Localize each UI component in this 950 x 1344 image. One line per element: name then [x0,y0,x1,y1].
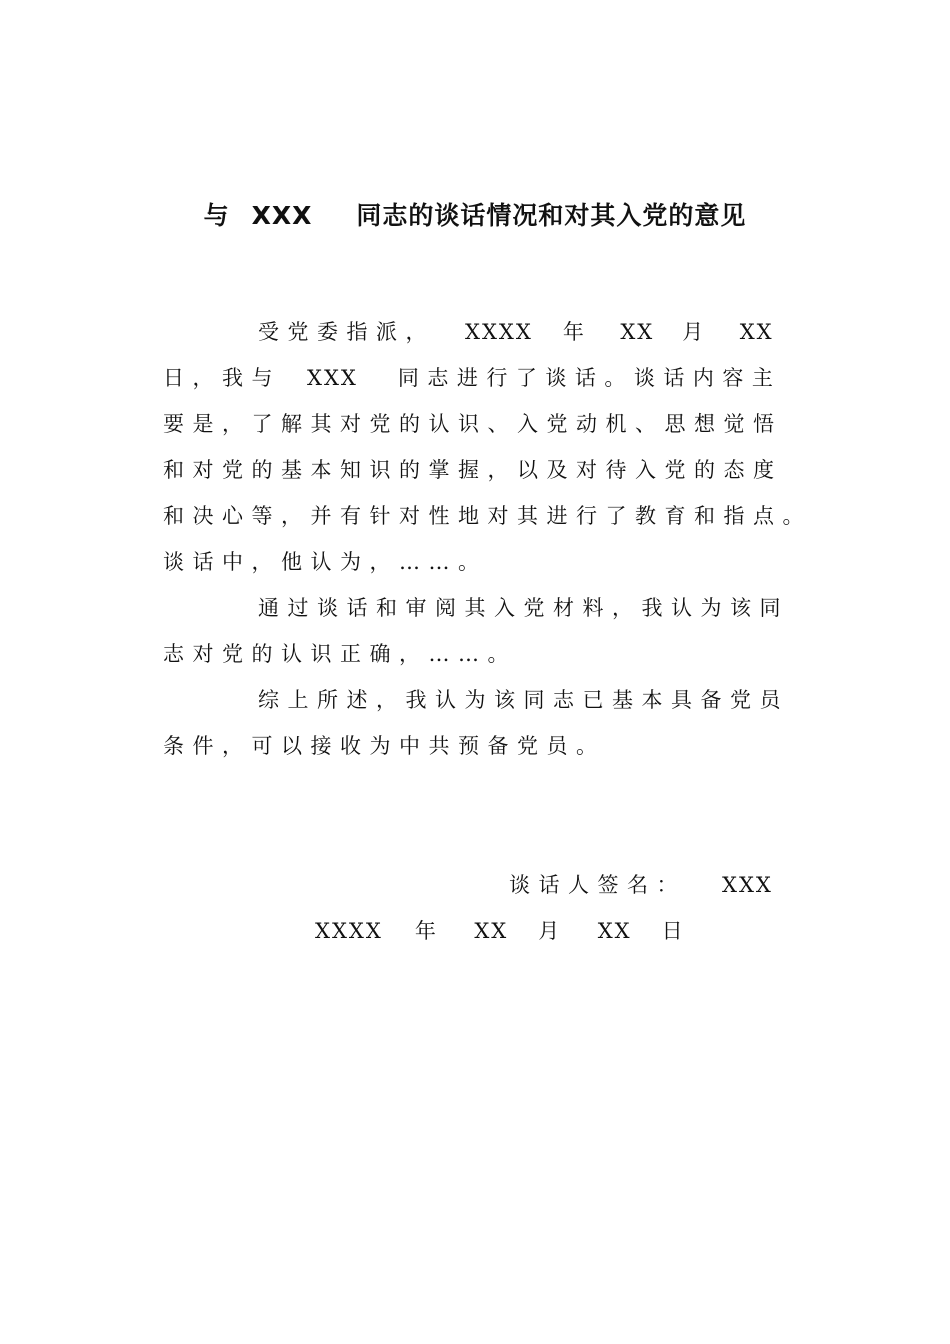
signature-date-line [315,908,691,954]
title-suffix: 同志的谈话情况和对其入党的意见 [356,201,747,230]
paragraph-3-line-1: 综上所述，我认为该同志已基本具备党员 [258,688,789,712]
month-unit: 月 [682,320,712,344]
signature-name: XXX [722,873,773,897]
paragraph-3-line-2: 条件，可以接收为中共预备党员。 [163,734,606,758]
signature-day: XX [597,919,632,943]
year-unit: 年 [562,320,593,344]
paragraph-1-line-5: 和决心等，并有针对性地对其进行了教育和指点。 [163,504,812,528]
paragraph-1-line-6: 谈话中，他认为，……。 [163,550,488,574]
signature-month-unit: 月 [538,919,568,943]
signature-year-unit: 年 [414,919,445,943]
paragraph-1-line-2 [163,355,781,401]
paragraph-1-line-1 [258,309,774,355]
title-prefix: 与 [203,201,230,230]
paragraph-2-line-2: 志对党的认识正确，……。 [163,642,517,666]
signature-label: 谈话人签名： [509,873,686,897]
interview-year: XXXX [465,320,533,344]
comrade-name: XXX [307,366,358,390]
paragraph-1-line-3: 要是，了解其对党的认识、入党动机、思想觉悟 [163,412,783,436]
intro-text: 受党委指派， [258,320,435,344]
signature-day-unit: 日 [661,919,692,943]
signature-year: XXXX [315,919,383,943]
signature-month: XX [474,919,509,943]
interview-day: XX [739,320,774,344]
paragraph-2-line-1: 通过谈话和审阅其入党材料，我认为该同 [258,596,789,620]
day-and-interviewer-text: 日，我与 [163,366,281,390]
interview-content-text: 同志进行了谈话。谈话内容主 [397,366,782,390]
signature-line [509,862,773,908]
interview-month: XX [620,320,655,344]
document-title [0,196,950,236]
paragraph-1-line-4: 和对党的基本知识的掌握，以及对待入党的态度 [163,458,783,482]
title-name: XXX [251,201,313,230]
